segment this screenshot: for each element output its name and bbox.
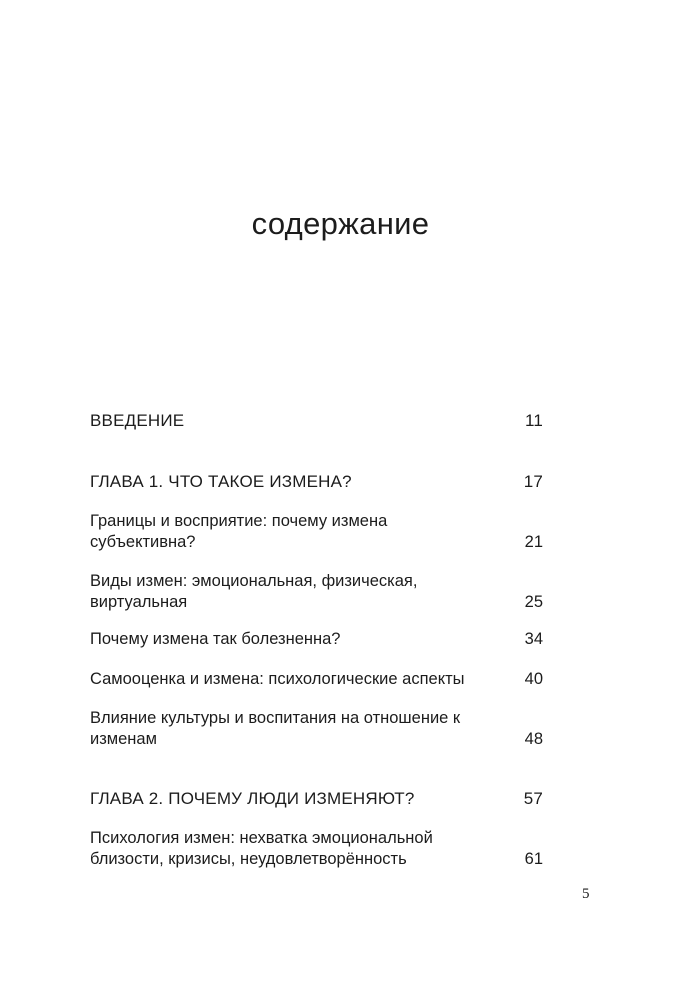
toc-entry-text: ВВЕДЕНИЕ — [90, 411, 185, 430]
toc-entry-page: 34 — [524, 630, 543, 648]
toc-entry-page: 25 — [524, 593, 543, 611]
toc-entry-chapter-2[interactable] — [90, 788, 543, 809]
toc-entry-text: Почему измена так болезненна? — [90, 630, 341, 648]
toc-entry-page: 57 — [523, 789, 543, 808]
toc-entry-page: 17 — [523, 472, 543, 491]
toc-entry-text: Психология измен: нехватка эмоциональной близости, кризисы, неудовлетворённость — [90, 829, 433, 868]
page-title: содержание — [251, 206, 430, 241]
toc-entry-text: Виды измен: эмоциональная, физическая, виртуальная — [90, 572, 418, 611]
toc-entry-page: 11 — [524, 411, 543, 430]
toc-entry-page: 40 — [524, 670, 543, 688]
toc-entry-section[interactable] — [90, 708, 543, 750]
toc-entry-section[interactable] — [90, 669, 543, 690]
toc-entry-section[interactable] — [90, 571, 543, 613]
toc-entry-text: ГЛАВА 1. ЧТО ТАКОЕ ИЗМЕНА? — [90, 472, 352, 491]
toc-entry-chapter-1[interactable] — [90, 471, 543, 492]
toc-entry-text: Влияние культуры и воспитания на отношение к изменам — [90, 709, 461, 748]
page-number: 5 — [582, 886, 590, 902]
toc-entry-page: 61 — [524, 850, 543, 868]
toc-entry-page: 21 — [524, 533, 543, 551]
toc-entry-section[interactable] — [90, 511, 543, 553]
toc-entry-introduction[interactable] — [90, 410, 543, 431]
toc-entry-text: Границы и восприятие: почему измена субъективна? — [90, 512, 388, 551]
toc-entry-section[interactable] — [90, 828, 543, 870]
toc-entry-text: Самооценка и измена: психологические аспекты — [90, 670, 465, 688]
toc-entry-text: ГЛАВА 2. ПОЧЕМУ ЛЮДИ ИЗМЕНЯЮТ? — [90, 789, 415, 808]
toc-entry-page: 48 — [524, 730, 543, 748]
toc-entry-section[interactable] — [90, 629, 543, 650]
